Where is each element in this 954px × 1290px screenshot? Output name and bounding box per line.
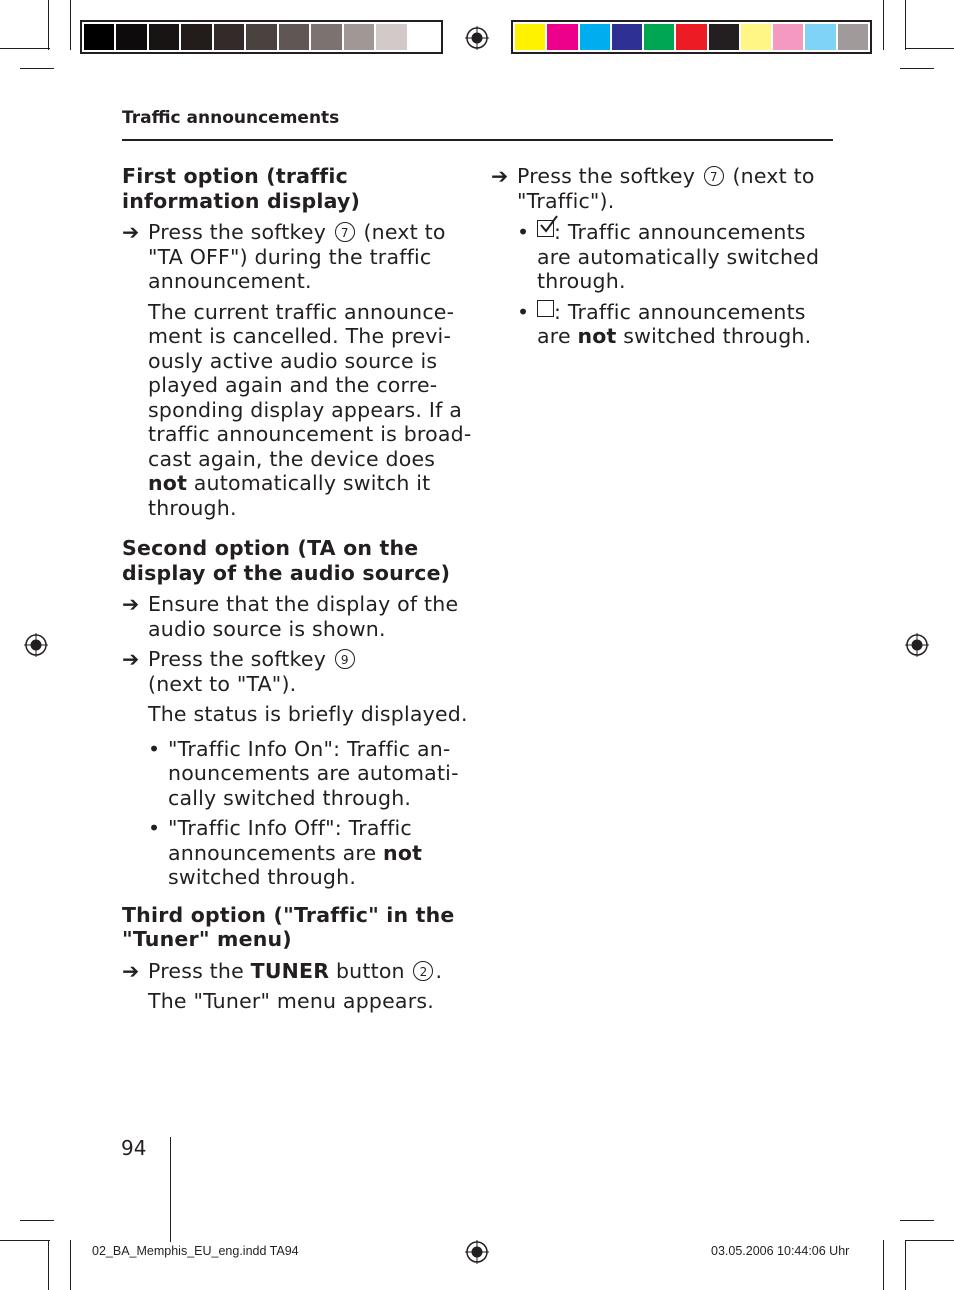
softkey-7-icon: 7 [704, 166, 724, 186]
crop-mark [48, 1240, 49, 1290]
softkey-9-icon: 9 [335, 649, 355, 669]
col2-bullet-unchecked: • : Traffic announcements are not switched through. [517, 299, 812, 348]
crop-mark [905, 1240, 954, 1241]
color-swatch [676, 24, 706, 50]
color-swatch [279, 24, 309, 50]
color-swatch [805, 24, 835, 50]
checkbox-empty-icon [537, 300, 554, 317]
color-swatch [547, 24, 577, 50]
color-swatch [741, 24, 771, 50]
crop-mark [905, 0, 906, 50]
crop-mark [905, 48, 954, 49]
color-swatch [409, 24, 439, 50]
registration-mark-icon [465, 1240, 489, 1264]
option3-heading: Third option ("Traffic" in the "Tuner" menu) [122, 902, 455, 951]
crop-mark [900, 1220, 934, 1221]
registration-mark-icon [905, 633, 929, 657]
option2-step-2: ➔ Press the softkey 9 (next to "TA"). [122, 647, 472, 696]
option2-heading: Second option (TA on the display of the audio source) [122, 536, 451, 585]
crop-mark [20, 68, 54, 69]
color-swatch [580, 24, 610, 50]
registration-mark-icon [24, 633, 48, 657]
crop-mark [900, 68, 934, 69]
color-bar [511, 20, 872, 54]
option3-paragraph: The "Tuner" menu appears. [148, 989, 434, 1013]
checkbox-checked-icon [537, 220, 554, 237]
option1-heading: First option (traffic information display) [122, 164, 361, 213]
option1-step: ➔ Press the softkey 7 (next to "TA OFF") during the traffic announcement. [122, 220, 446, 293]
col2-bullets [491, 220, 821, 349]
page-number-rule [170, 1137, 171, 1242]
color-swatch [149, 24, 179, 50]
crop-mark [48, 0, 49, 50]
color-swatch [612, 24, 642, 50]
crop-mark [70, 1240, 71, 1290]
registration-mark-icon [465, 26, 489, 50]
color-swatch [515, 24, 545, 50]
color-swatch [838, 24, 868, 50]
crop-mark [0, 1240, 50, 1241]
file-slug: 02_BA_Memphis_EU_eng.indd TA94 [92, 1244, 299, 1258]
arrow-icon: ➔ [122, 647, 140, 671]
crop-mark [905, 1240, 906, 1290]
option1-paragraph: The current traffic announce-ment is cancelled. The previ-ously active audio source is played again and the corre-sponding display appears. If a traffic announcement is broad-cast again, the device does not automatically switch it through. [148, 299, 472, 520]
color-swatch [773, 24, 803, 50]
crop-mark [0, 48, 50, 49]
page-number: 94 [121, 1136, 147, 1160]
color-swatch [709, 24, 739, 50]
timestamp-slug: 03.05.2006 10:44:06 Uhr [711, 1244, 850, 1258]
color-swatch [181, 24, 211, 50]
section-header: Traffic announcements [122, 108, 340, 128]
col2-bullet-checked: • : Traffic announcements are automatically switched through. [517, 220, 821, 294]
option2-paragraph: The status is briefly displayed. [148, 702, 468, 726]
arrow-icon: ➔ [122, 592, 140, 616]
color-swatch [116, 24, 146, 50]
option2-step-1: ➔ Ensure that the display of the audio source is shown. [122, 592, 459, 641]
col2-step: ➔ Press the softkey 7 (next to "Traffic"). [491, 164, 815, 213]
color-swatch [311, 24, 341, 50]
color-swatch [376, 24, 406, 50]
left-column [122, 164, 472, 1014]
crop-mark [20, 1220, 54, 1221]
header-rule [122, 139, 833, 141]
color-swatch [84, 24, 114, 50]
crop-mark [70, 0, 71, 50]
color-swatch [644, 24, 674, 50]
button-2-icon: 2 [413, 961, 433, 981]
right-column [491, 164, 821, 349]
arrow-icon: ➔ [122, 220, 140, 244]
arrow-icon: ➔ [491, 164, 509, 188]
grayscale-bar [80, 20, 443, 54]
color-swatch [214, 24, 244, 50]
option3-step: ➔ Press the TUNER button 2 . [122, 958, 443, 983]
softkey-7-icon: 7 [335, 222, 355, 242]
color-swatch [246, 24, 276, 50]
color-swatch [344, 24, 374, 50]
crop-mark [883, 0, 884, 50]
option2-bullet-1: • "Traffic Info On": Traffic an-nouncements are automati-cally switched through. [148, 736, 459, 810]
arrow-icon: ➔ [122, 958, 140, 983]
crop-mark [883, 1240, 884, 1290]
option2-bullet-2: • "Traffic Info Off": Traffic announcements are not switched through. [148, 816, 423, 889]
